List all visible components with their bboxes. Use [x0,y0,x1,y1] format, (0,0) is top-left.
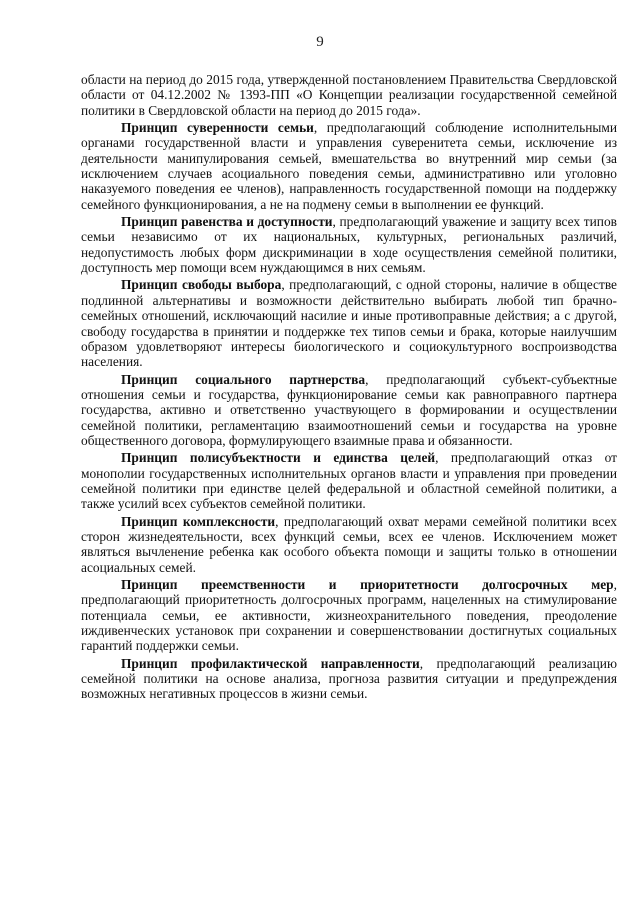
intro-paragraph: области на период до 2015 года, утвержденной постановлением Правительства Свердловской области от 04.12.2002 № 1393-ПП «О Концепции реализации государственной семейной политики в Свердловской области на период до 2015 года». [81,72,617,118]
principle-name: Принцип полисубъектности и единства целей [121,450,436,466]
principle-name: Принцип профилактической направленности [121,655,420,671]
principle-text: , предполагающий приоритетность долгосрочных программ, нацеленных на стимулирование потенциала семьи, ее активности, жизнеохранительного поведения, преодоление иждивенческих установок при сохранении и совершенствовании достигнутых социальных гарантий поддержки семьи. [81,577,617,654]
principle-text: , предполагающий реализацию семейной политики на основе анализа, прогноза развития ситуации и предупреждения возможных негативных процессов в жизни семьи. [81,655,617,702]
principle-name: Принцип равенства и доступности [121,214,333,230]
document-body [81,72,617,704]
principle-paragraph-equality [81,214,617,275]
principle-text: , предполагающий отказ от монополии государственных исполнительных органов власти и управления при проведении семейной политики при единстве целей федеральной и областной семейной политики, а также усилий всех субъектов семейной политики. [81,450,617,512]
principle-text: , предполагающий субъект-субъектные отношения семьи и государства, функционирование семьи как равноправного партнера государства, активно и ответственно участвующего в формировании и осуществлении семейной политики, регламентацию взаимоотношений семьи и государства на уровне общественного договора, формулирующего взаимные права и обязанности. [81,371,617,448]
page-number: 9 [316,34,324,50]
principle-paragraph-continuity [81,577,617,654]
principle-name: Принцип преемственности и приоритетности долгосрочных мер [121,577,614,592]
principle-text: , предполагающий, с одной стороны, наличие в обществе подлинной альтернативы и возможности действительно выбирать любой тип брачно-семейных отношений, исключающий насилие и иные противоправные действия; а с другой, свободу государства в принятии и поддержке тех типов семьи и брака, которые наилучшим образом удовлетворяют интересы биологического и социокультурного воспроизводства населения. [81,277,618,370]
principle-paragraph-sovereignty [81,120,617,212]
principle-paragraph-complexity [81,514,617,575]
principle-paragraph-polysubjectivity [81,450,617,511]
principle-name: Принцип свободы выбора [121,277,282,293]
principle-name: Принцип социального партнерства [121,371,366,387]
principle-name: Принцип суверенности семьи [121,120,314,136]
principle-name: Принцип комплексности [121,513,276,529]
principle-text: , предполагающий охват мерами семейной политики всех сторон жизнедеятельности, всех функций семьи, всех ее членов. Исключением может являться вычленение ребенка как особого объекта помощи и защиты только в отношении асоциальных семей. [81,513,617,575]
principle-text: , предполагающий уважение и защиту всех типов семьи независимо от их национальных, культурных, региональных различий, недопустимость любых форм дискриминации в ходе осуществления семейной политики, доступность мер помощи всем нуждающимся в них семьям. [81,214,617,276]
principle-paragraph-social-partnership [81,372,617,449]
principle-paragraph-prevention [81,656,617,702]
principle-paragraph-freedom-of-choice [81,277,617,369]
principle-text: , предполагающий соблюдение исполнительными органами государственной власти и управления суверенитета семьи, исключение из деятельности манипулирования семьей, вмешательства во внутренний мир семьи (за исключением случаев асоциального поведения семьи, административно или уголовно наказуемого поведения ее членов), направленность государственной помощи на поддержку семейного функционирования, а не на подмену семьи в выполнении ее функций. [81,120,618,212]
